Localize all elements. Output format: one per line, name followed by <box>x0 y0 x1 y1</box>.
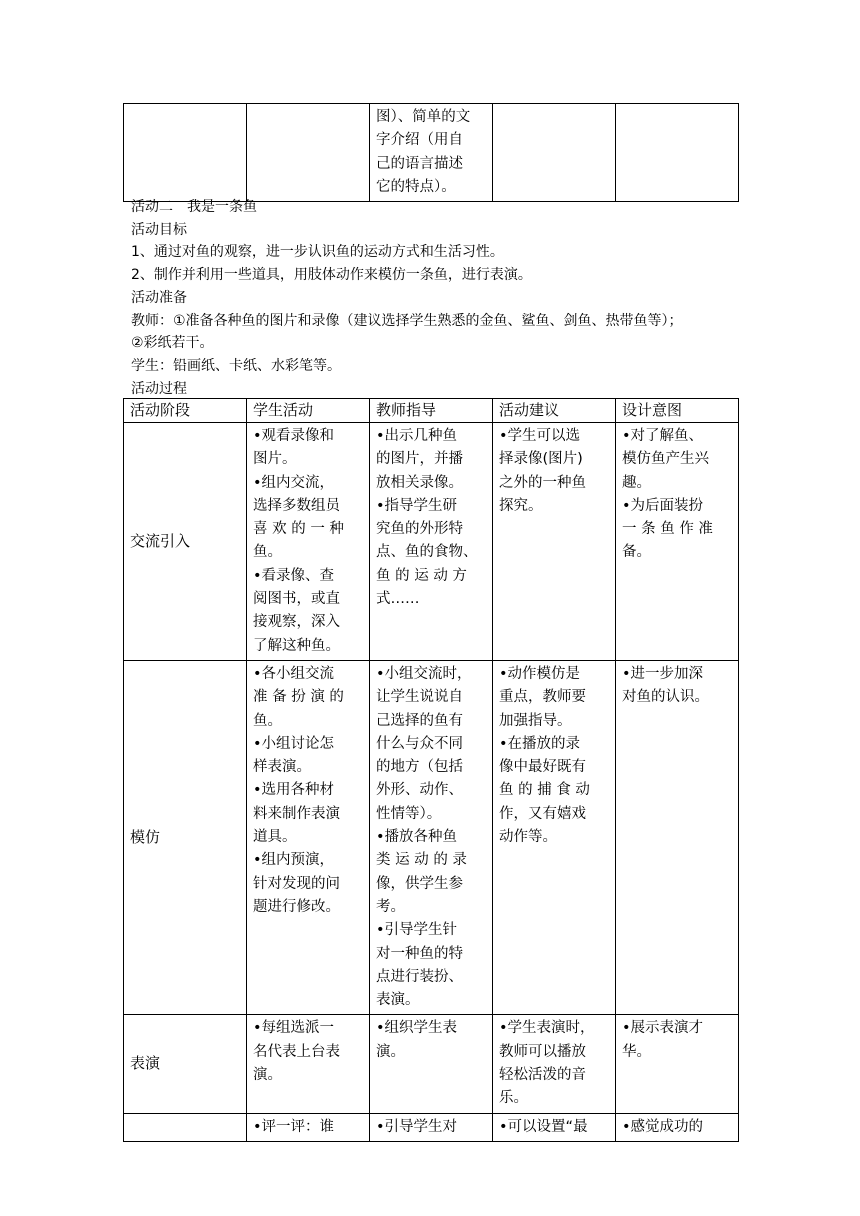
stage-cell: 模仿 <box>124 660 247 1014</box>
table-row <box>124 423 739 661</box>
student-cell <box>247 660 370 1014</box>
table-cell <box>124 104 247 202</box>
cell-line: •学生表演时， <box>499 1020 595 1037</box>
intent-cell <box>616 660 739 1014</box>
prep-teacher: 教师：①准备各种鱼的图片和录像（建议选择学生熟悉的金鱼、鲨鱼、剑鱼、热带鱼等）； <box>131 312 683 329</box>
cell-line: 鱼。 <box>253 544 282 561</box>
cell-line: 题进行修改。 <box>253 898 340 915</box>
suggest-cell <box>493 660 616 1014</box>
cell-line: 己的语言描述 <box>376 155 463 172</box>
cell-line: 之外的一种鱼 <box>499 474 586 491</box>
cell-line: 的地方（包括 <box>376 759 463 776</box>
cell-line: 鱼 的 运 动 方 <box>376 567 467 584</box>
continued-table <box>123 103 739 202</box>
cell-line: 己选择的鱼有 <box>376 712 463 729</box>
cell-line: 重点，教师要 <box>499 689 586 706</box>
cell-line: 选择多数组员 <box>253 497 340 514</box>
cell-line: •组织学生表 <box>376 1020 458 1037</box>
process-heading: 活动过程 <box>131 380 187 397</box>
cell-line: 动作等。 <box>499 829 557 846</box>
prep-teacher-cont: ②彩纸若干。 <box>131 335 214 352</box>
cell-line: 针对发现的问 <box>253 875 340 892</box>
cell-line: •观看录像和 <box>253 428 335 444</box>
cell-line: 像中最好既有 <box>499 759 586 776</box>
cell-line: 点、鱼的食物、 <box>376 544 478 561</box>
cell-line: 演。 <box>253 1067 282 1084</box>
teacher-cell <box>370 1113 493 1141</box>
cell-line: 的图片，并播 <box>376 451 463 468</box>
table-row <box>124 660 739 1014</box>
cell-line: 它的特点）。 <box>376 178 456 195</box>
cell-line: •看录像、查 <box>253 567 335 584</box>
header-cell: 学生活动 <box>247 399 370 423</box>
suggest-cell <box>493 1015 616 1113</box>
cell-line: •出示几种鱼 <box>376 428 458 444</box>
goal-heading: 活动目标 <box>131 221 187 238</box>
table-header-row <box>124 399 739 423</box>
header-cell: 设计意图 <box>616 399 739 423</box>
cell-line: •动作模仿是 <box>499 665 581 682</box>
cell-line: 演。 <box>376 1043 405 1060</box>
cell-line: •选用各种材 <box>253 782 335 799</box>
cell-line: •引导学生对 <box>376 1118 458 1135</box>
student-cell <box>247 1113 370 1141</box>
cell-line: •组内预演， <box>253 852 335 869</box>
header-cell: 活动阶段 <box>124 399 247 423</box>
prep-student: 学生：铅画纸、卡纸、水彩笔等。 <box>131 357 341 374</box>
cell-line: 教师可以播放 <box>499 1043 586 1060</box>
cell-line: 点进行装扮、 <box>376 968 463 985</box>
cell-line: •小组交流时， <box>376 665 472 682</box>
cell-line: 料来制作表演 <box>253 805 340 822</box>
cell-line: 对鱼的认识。 <box>622 689 709 706</box>
header-cell: 活动建议 <box>493 399 616 423</box>
cell-line: 图）、简单的文 <box>376 109 471 125</box>
cell-line: 字介绍（用自 <box>376 132 463 149</box>
intent-cell <box>616 423 739 661</box>
cell-line: 考。 <box>376 898 405 915</box>
suggest-cell <box>493 423 616 661</box>
cell-line: •小组讨论怎 <box>253 735 335 752</box>
intent-cell <box>616 1015 739 1113</box>
cell-line: •引导学生针 <box>376 922 458 939</box>
cell-line: 接观察，深入 <box>253 614 340 631</box>
cell-line: 备。 <box>622 544 651 561</box>
cell-line: 像，供学生参 <box>376 875 463 892</box>
cell-line: 样表演。 <box>253 759 311 776</box>
cell-line: 轻松活泼的音 <box>499 1067 586 1084</box>
cell-line: •学生可以选 <box>499 428 581 444</box>
cell-line: 阅图书，或直 <box>253 591 340 608</box>
cell-line: 作，又有嬉戏 <box>499 805 586 822</box>
cell-line: 探究。 <box>499 497 543 514</box>
cell-line: 性情等）。 <box>376 805 442 822</box>
cell-line: •每组选派一 <box>253 1020 335 1037</box>
cell-line: 究鱼的外形特 <box>376 521 463 538</box>
cell-line: 鱼 的 捕 食 动 <box>499 782 590 799</box>
teacher-cell <box>370 660 493 1014</box>
cell-line: 准 备 扮 演 的 <box>253 689 344 706</box>
cell-line: •为后面装扮 <box>622 497 704 514</box>
cell-line: 对一种鱼的特 <box>376 945 463 962</box>
cell-line: 图片。 <box>253 451 297 468</box>
cell-line: •各小组交流 <box>253 665 335 682</box>
suggest-cell <box>493 1113 616 1141</box>
cell-line: 什么与众不同 <box>376 735 463 752</box>
cell-line: 外形、动作、 <box>376 782 463 799</box>
cell-line: 华。 <box>622 1043 651 1060</box>
cell-line: 放相关录像。 <box>376 474 463 491</box>
cell-line: 乐。 <box>499 1090 528 1107</box>
table-row <box>124 1015 739 1113</box>
stage-cell <box>124 1113 247 1141</box>
stage-cell: 交流引入 <box>124 423 247 661</box>
cell-line: •在播放的录 <box>499 735 581 752</box>
teacher-cell <box>370 423 493 661</box>
stage-cell: 表演 <box>124 1015 247 1113</box>
table-cell <box>616 104 739 202</box>
cell-line: 喜 欢 的 一 种 <box>253 521 344 538</box>
cell-line: 道具。 <box>253 829 297 846</box>
cell-line: 一 条 鱼 作 准 <box>622 521 713 538</box>
teacher-cell <box>370 1015 493 1113</box>
cell-line: •进一步加深 <box>622 665 704 682</box>
cell-line: •展示表演才 <box>622 1020 704 1037</box>
cell-line: 模仿鱼产生兴 <box>622 451 709 468</box>
cell-line: •播放各种鱼 <box>376 829 458 846</box>
cell-line: •感觉成功的 <box>622 1118 704 1135</box>
goal-item: 2、制作并利用一些道具，用肢体动作来模仿一条鱼，进行表演。 <box>131 267 532 284</box>
cell-line: 类 运 动 的 录 <box>376 852 467 869</box>
cell-line: 择录像(图片) <box>499 451 583 468</box>
cell-line: 了解这种鱼。 <box>253 637 340 654</box>
prep-heading: 活动准备 <box>131 289 187 306</box>
cell-line: •对了解鱼、 <box>622 428 704 444</box>
cell-line: 趣。 <box>622 474 651 491</box>
table-cell <box>247 104 370 202</box>
cell-line: •指导学生研 <box>376 497 458 514</box>
header-cell: 教师指导 <box>370 399 493 423</box>
student-cell <box>247 1015 370 1113</box>
table-row <box>124 1113 739 1141</box>
cell-line: 鱼。 <box>253 712 282 729</box>
activity-section <box>131 196 751 400</box>
table-row <box>124 104 739 202</box>
cell-line: 让学生说说自 <box>376 689 463 706</box>
cell-line: 表演。 <box>376 992 420 1009</box>
student-cell <box>247 423 370 661</box>
table-cell <box>370 104 493 202</box>
activity-process-table <box>123 398 739 1142</box>
cell-line: 加强指导。 <box>499 712 572 729</box>
cell-line: 名代表上台表 <box>253 1043 340 1060</box>
activity-title: 活动二 我是一条鱼 <box>131 199 257 215</box>
cell-line: •组内交流， <box>253 474 335 491</box>
table-cell <box>493 104 616 202</box>
cell-line: •评一评：谁 <box>253 1118 335 1135</box>
intent-cell <box>616 1113 739 1141</box>
goal-item: 1、通过对鱼的观察，进一步认识鱼的运动方式和生活习性。 <box>131 244 504 261</box>
cell-line: 式…… <box>376 591 420 608</box>
cell-line: •可以设置“最 <box>499 1118 588 1135</box>
